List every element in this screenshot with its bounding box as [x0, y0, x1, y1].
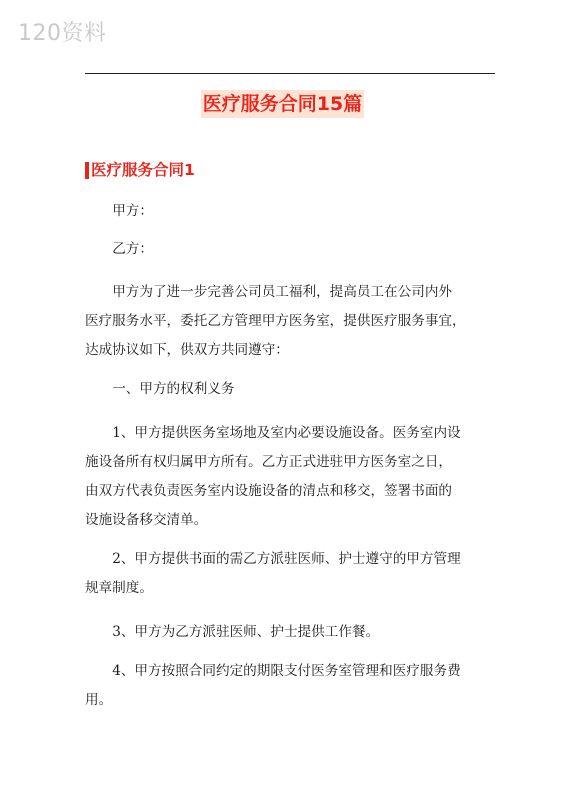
text-line: 规章制度。 [85, 580, 153, 596]
clause-item-2 [85, 545, 498, 603]
text-line: 1、甲方提供医务室场地及室内必要设施设备。医务室内设 [112, 425, 461, 441]
text-line: 乙方： [112, 241, 153, 257]
watermark: 120资料 [18, 21, 107, 46]
party-b-line [85, 235, 498, 264]
text-line: 医疗服务水平，委托乙方管理甲方医务室，提供医疗服务事宜， [85, 313, 466, 329]
text-line: 3、甲方为乙方派驻医师、护士提供工作餐。 [112, 624, 380, 640]
intro-paragraph [85, 278, 498, 365]
document-title-text: 医疗服务合同15篇 [201, 90, 364, 118]
text-line: 用。 [85, 692, 113, 708]
header-rule [85, 73, 495, 74]
clause-item-3 [85, 618, 498, 647]
text-line: 4、甲方按照合同约定的期限支付医务室管理和医疗服务费 [112, 663, 461, 679]
text-line: 甲方为了进一步完善公司员工福利，提高员工在公司内外 [112, 284, 453, 300]
document-title [0, 90, 565, 118]
clause-item-4 [85, 657, 498, 715]
text-line: 施设备所有权归属甲方所有。乙方正式进驻甲方医务室之日， [85, 454, 453, 470]
clause-heading [85, 375, 498, 404]
text-line: 2、甲方提供书面的需乙方派驻医师、护士遵守的甲方管理 [112, 551, 461, 567]
text-line: 设施设备移交清单。 [85, 512, 208, 528]
section-heading-text: 医疗服务合同1 [91, 161, 195, 179]
text-line: 达成协议如下，供双方共同遵守： [85, 342, 289, 358]
text-line: 一、甲方的权利义务 [112, 381, 235, 397]
section-marker-icon [85, 162, 89, 179]
text-line: 由双方代表负责医务室内设施设备的清点和移交，签署书面的 [85, 483, 453, 499]
text-line: 甲方： [112, 203, 153, 219]
section-heading [85, 160, 195, 180]
clause-item-1 [85, 419, 498, 535]
party-a-line [85, 197, 498, 226]
